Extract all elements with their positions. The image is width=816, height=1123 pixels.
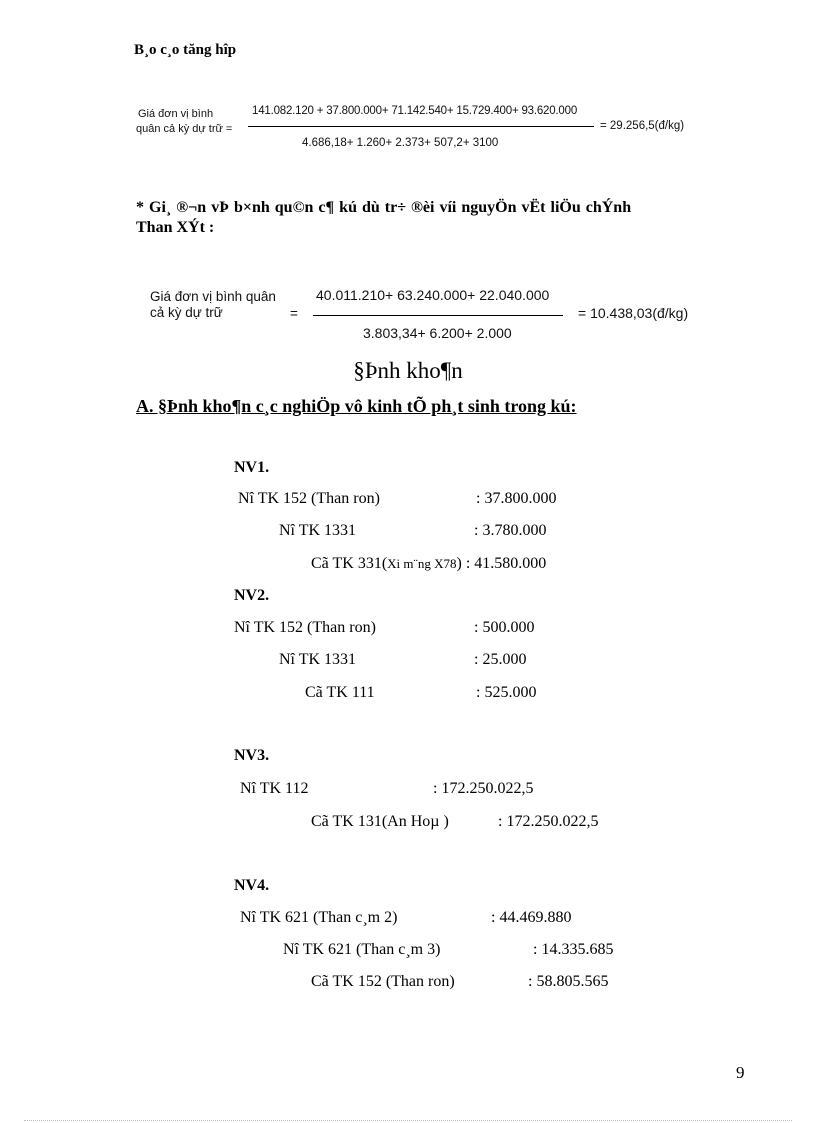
formula-1-numerator: 141.082.120 + 37.800.000+ 71.142.540+ 15.729.400+ 93.620.000 xyxy=(252,105,578,117)
formula-2-result: = 10.438,03(đ/kg) xyxy=(578,305,689,321)
nv1-credit xyxy=(311,555,546,573)
nv1-debit-1: Nî TK 152 (Than ron) xyxy=(238,490,380,507)
nv2-debit-1-amount: : 500.000 xyxy=(474,619,535,636)
nv1-label: NV1. xyxy=(234,459,270,476)
nv2-label: NV2. xyxy=(234,587,270,604)
nv3-debit: Nî TK 112 xyxy=(240,780,309,797)
nv1-credit-amount: ) : 41.580.000 xyxy=(456,555,547,572)
section-note-line2: Than XÝt : xyxy=(136,219,215,236)
nv1-debit-2-amount: : 3.780.000 xyxy=(474,522,547,539)
nv1-debit-1-amount: : 37.800.000 xyxy=(476,490,557,507)
nv2-debit-2-amount: : 25.000 xyxy=(474,651,527,668)
formula-2-denominator: 3.803,34+ 6.200+ 2.000 xyxy=(363,325,512,341)
nv3-credit: Cã TK 131(An Hoµ ) xyxy=(311,813,449,830)
nv3-label: NV3. xyxy=(234,747,270,764)
nv4-debit-2-amount: : 14.335.685 xyxy=(533,941,614,958)
nv1-debit-2: Nî TK 1331 xyxy=(279,522,357,539)
nv4-debit-2: Nî TK 621 (Than c¸m 3) xyxy=(283,941,441,958)
formula-1-result: = 29.256,5(đ/kg) xyxy=(600,120,685,132)
formula-2-numerator: 40.011.210+ 63.240.000+ 22.040.000 xyxy=(316,287,550,303)
formula-2-label-line1: Giá đơn vị bình quân xyxy=(150,289,276,304)
nv4-credit-amount: : 58.805.565 xyxy=(528,973,609,990)
nv4-credit: Cã TK 152 (Than ron) xyxy=(311,973,455,990)
section-note-line1: * Gi¸ ®¬n vÞ b×nh qu©n c¶ kú dù tr÷ ®èi víi nguyÖn vËt liÖu chÝnh xyxy=(136,199,632,216)
page-bottom-divider xyxy=(24,1120,792,1121)
nv2-credit-amount: : 525.000 xyxy=(476,684,537,701)
section-a-heading: A. §Þnh kho¶n c¸c nghiÖp vô kinh tÕ ph¸t sinh trong kú: xyxy=(136,396,577,416)
formula-1-label-line2: quân cả kỳ dự trữ = xyxy=(136,123,233,135)
nv3-debit-amount: : 172.250.022,5 xyxy=(433,780,534,797)
formula-2-equals: = xyxy=(290,306,298,321)
nv4-debit-1-amount: : 44.469.880 xyxy=(491,909,572,926)
formula-1-denominator: 4.686,18+ 1.260+ 2.373+ 507,2+ 3100 xyxy=(302,137,499,149)
formula-1-fraction-line xyxy=(248,126,594,127)
formula-2-fraction-line xyxy=(313,315,563,316)
nv4-label: NV4. xyxy=(234,877,270,894)
nv2-debit-2: Nî TK 1331 xyxy=(279,651,357,668)
formula-1-label-line1: Giá đơn vị bình xyxy=(138,108,214,120)
dinh-khoan-title: §Þnh kho¶n xyxy=(353,358,463,383)
nv1-credit-supplier: Xi m¨ng X78 xyxy=(387,556,457,571)
nv2-debit-1: Nî TK 152 (Than ron) xyxy=(234,619,376,636)
nv4-debit-1: Nî TK 621 (Than c¸m 2) xyxy=(240,909,398,926)
nv1-credit-account: Cã TK 331( xyxy=(311,555,388,572)
page-number: 9 xyxy=(736,1063,745,1082)
nv3-credit-amount: : 172.250.022,5 xyxy=(498,813,599,830)
nv2-credit: Cã TK 111 xyxy=(305,684,375,701)
report-title: B¸o c¸o tăng hîp xyxy=(134,42,237,58)
formula-2-label-line2: cả kỳ dự trữ xyxy=(150,305,223,320)
